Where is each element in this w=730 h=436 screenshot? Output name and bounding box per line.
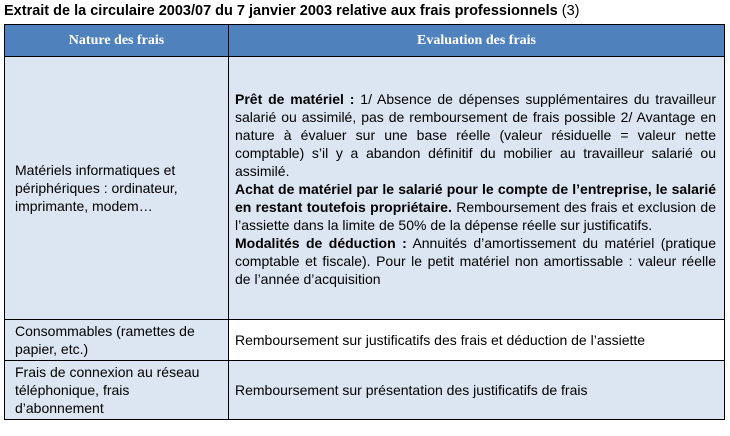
- row-3-nature: Frais de connexion au réseau téléphonique, frais d’abonnement: [5, 361, 229, 420]
- table-row: [5, 361, 725, 420]
- frais-table: [4, 24, 725, 420]
- row-2-nature: Consommables (ramettes de papier, etc.): [5, 320, 229, 361]
- label-pret: Prêt de matériel :: [235, 90, 355, 107]
- table-row: [5, 57, 725, 320]
- eval-block-pret: [235, 90, 716, 180]
- text-modalites: Annuités d’amortissement du matériel (pratique comptable et fiscale). Pour le petit matériel non amortissable : valeur réelle de l’année d’acquisition: [235, 234, 716, 287]
- header-nature: Nature des frais: [5, 25, 229, 57]
- header-evaluation: Evaluation des frais: [229, 25, 725, 57]
- eval-block-achat: [235, 180, 716, 234]
- row-1-nature: Matériels informatiques et périphériques : ordinateur, imprimante, modem…: [5, 57, 229, 320]
- eval-block-modalites: [235, 234, 716, 288]
- title-note: (3): [561, 3, 580, 19]
- document-title: [4, 1, 579, 21]
- label-modalites: Modalités de déduction :: [235, 234, 407, 251]
- table-header-row: [5, 25, 725, 57]
- title-main: Extrait de la circulaire 2003/07 du 7 janvier 2003 relative aux frais professionnels: [4, 3, 558, 19]
- row-3-evaluation: Remboursement sur présentation des justificatifs de frais: [229, 361, 725, 420]
- row-1-evaluation: [229, 57, 725, 320]
- label-achat: Achat de matériel par le salarié pour le compte de l’entreprise, le salarié en restant toutefois propriétaire.: [235, 180, 716, 215]
- row-2-evaluation: Remboursement sur justificatifs des frais et déduction de l’assiette: [229, 320, 725, 361]
- text-pret: 1/ Absence de dépenses supplémentaires du travailleur salarié ou assimilé, pas de remboursement de frais possible 2/ Avantage en nature à évaluer sur une base réelle (valeur résiduelle = valeur nette comptable) s’il y a abandon définitif du mobilier au travailleur salarié ou assimilé.: [235, 90, 716, 179]
- text-achat: Remboursement des frais et exclusion de l’assiette dans la limite de 50% de la dépense réelle sur justificatifs.: [235, 198, 717, 233]
- table-row: [5, 320, 725, 361]
